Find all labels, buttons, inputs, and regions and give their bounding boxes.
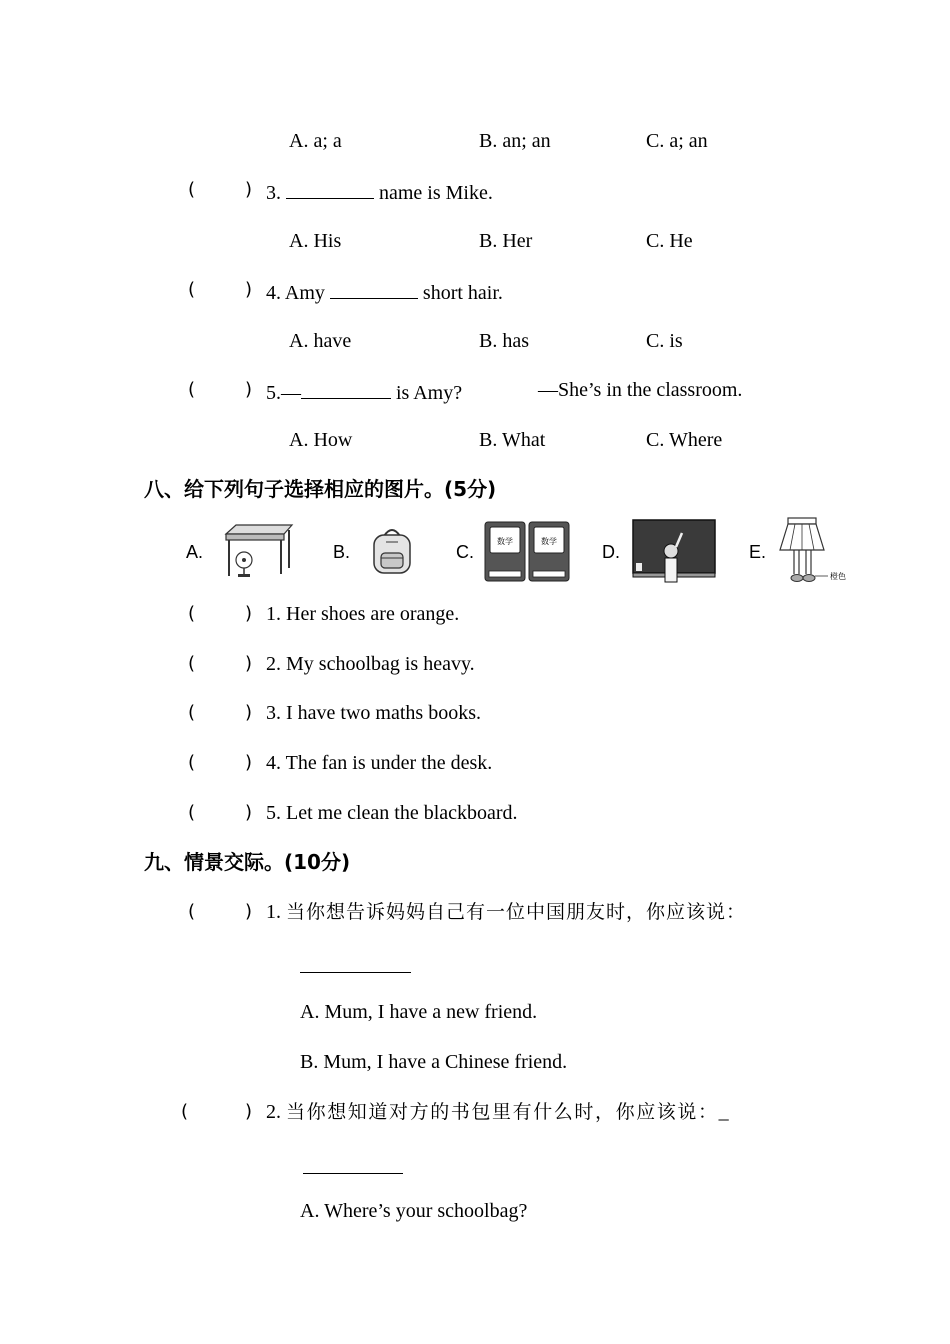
dialogue-question-2 [266, 1102, 729, 1122]
picture-label-b: B. [333, 542, 351, 562]
q5-option-b: B. What [479, 429, 546, 451]
question-number: 1. [266, 901, 281, 923]
item-number: 1. [266, 603, 281, 625]
heading-unit: 分) [467, 477, 497, 501]
q3-option-c: C. He [646, 230, 693, 252]
section-9-heading [144, 852, 350, 872]
q4-option-c: C. is [646, 330, 683, 352]
item-text: I have two maths books. [286, 702, 481, 724]
item-number: 5. [266, 802, 281, 824]
shoe-icon [803, 575, 815, 582]
picture-label-d: D. [602, 542, 620, 562]
question-4 [266, 280, 503, 303]
picture-label-e: E. [749, 542, 767, 562]
answer-paren-open: ( [188, 752, 196, 773]
desk-with-fan-picture [222, 522, 294, 578]
shoe-icon [791, 575, 803, 582]
answer-paren-close: ) [245, 901, 253, 922]
question-trail: _ [718, 1101, 729, 1123]
answer-paren-open: ( [188, 702, 196, 723]
q1-option-a: A. Mum, I have a new friend. [300, 1001, 538, 1023]
blackboard-picture [632, 519, 716, 583]
item-number: 2. [266, 653, 281, 675]
answer-paren-close: ) [245, 279, 253, 300]
answer-paren-open: ( [188, 279, 196, 300]
skirt-and-shoes-picture [778, 516, 850, 586]
answer-paren-close: ) [245, 379, 253, 400]
heading-text: 九、情景交际。( [144, 850, 294, 874]
heading-score: 5 [453, 477, 468, 501]
item-text: Her shoes are orange. [286, 603, 460, 625]
q2-option-b: B. an; an [479, 130, 551, 152]
dialogue-answer: —She’s in the classroom. [538, 379, 743, 401]
answer-paren-close: ) [245, 802, 253, 823]
section-8-heading [144, 479, 496, 499]
q5-option-c: C. Where [646, 429, 723, 451]
fill-blank[interactable] [286, 180, 374, 199]
book-title: 数学 [497, 537, 513, 546]
question-text-after: is Amy? [396, 382, 463, 404]
question-text: name is Mike. [379, 182, 493, 204]
q2-option-c: C. a; an [646, 130, 708, 152]
q2-option-a: A. Where’s your schoolbag? [300, 1200, 528, 1222]
question-text-before: Amy [284, 282, 325, 304]
picture-label-a: A. [186, 542, 204, 562]
dialogue-question-1 [266, 902, 746, 922]
q3-option-a: A. His [289, 230, 342, 252]
match-item-5 [266, 803, 518, 823]
q2-option-a: A. a; a [289, 130, 342, 152]
dialogue-dash: — [281, 382, 301, 404]
match-item-4 [266, 753, 492, 773]
question-3 [266, 180, 493, 203]
q4-option-a: A. have [289, 330, 352, 352]
answer-paren-open: ( [188, 901, 196, 922]
fill-blank[interactable] [301, 380, 391, 399]
q1-option-b: B. Mum, I have a Chinese friend. [300, 1051, 568, 1073]
maths-books-picture [484, 521, 570, 583]
q5-option-a: A. How [289, 429, 353, 451]
answer-paren-open: ( [188, 603, 196, 624]
match-item-3 [266, 703, 481, 723]
answer-paren-open: ( [188, 653, 196, 674]
fill-blank[interactable] [330, 280, 418, 299]
item-number: 3. [266, 702, 281, 724]
item-text: My schoolbag is heavy. [286, 653, 475, 675]
picture-label-c: C. [456, 542, 474, 562]
question-prompt: 当你想知道对方的书包里有什么时，你应该说： [286, 1101, 719, 1123]
answer-paren-open: ( [188, 802, 196, 823]
schoolbag-picture [368, 526, 416, 576]
heading-unit: 分) [320, 850, 351, 874]
q4-option-b: B. has [479, 330, 529, 352]
answer-paren-open: ( [181, 1101, 189, 1122]
question-text-after: short hair. [422, 282, 503, 304]
match-item-1 [266, 604, 459, 624]
answer-paren-close: ) [245, 752, 253, 773]
answer-paren-close: ) [245, 653, 253, 674]
answer-paren-close: ) [245, 603, 253, 624]
item-text: The fan is under the desk. [285, 752, 493, 774]
heading-score: 10 [293, 850, 321, 874]
answer-paren-close: ) [245, 702, 253, 723]
answer-paren-close: ) [245, 179, 253, 200]
book-title: 数学 [541, 537, 557, 546]
question-number: 2. [266, 1101, 281, 1123]
answer-blank-line[interactable] [300, 954, 411, 973]
q3-option-b: B. Her [479, 230, 533, 252]
answer-paren-close: ) [245, 1101, 253, 1122]
answer-paren-open: ( [188, 379, 196, 400]
item-text: Let me clean the blackboard. [286, 802, 518, 824]
answer-blank-line[interactable] [303, 1155, 403, 1174]
answer-paren-open: ( [188, 179, 196, 200]
question-prompt: 当你想告诉妈妈自己有一位中国朋友时，你应该说： [286, 901, 747, 923]
color-note: 橙色 [830, 572, 846, 581]
item-number: 4. [266, 752, 281, 774]
question-number: 4. [266, 282, 281, 304]
question-number: 3. [266, 182, 281, 204]
question-number: 5. [266, 382, 281, 404]
match-item-2 [266, 654, 475, 674]
heading-text: 八、给下列句子选择相应的图片。( [144, 477, 454, 501]
question-5 [266, 380, 462, 403]
